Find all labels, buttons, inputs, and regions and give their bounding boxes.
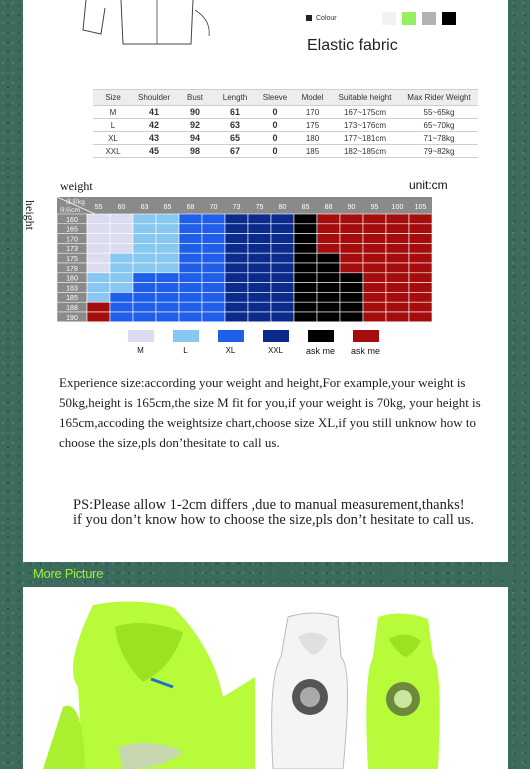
weight-tick-label: 95 (370, 204, 379, 211)
size-cell (202, 292, 225, 302)
table-cell: 0 (255, 119, 295, 132)
table-cell: 63 (215, 119, 255, 132)
table-cell: 170 (295, 106, 330, 119)
size-cell (409, 263, 432, 273)
size-cell (340, 283, 363, 293)
table-cell: 43 (133, 132, 175, 145)
size-cell (409, 243, 432, 253)
size-cell (363, 234, 386, 244)
size-cell (133, 273, 156, 283)
size-cell (179, 273, 202, 283)
table-cell: L (93, 119, 133, 132)
size-cell (133, 312, 156, 322)
table-cell: 65~70kg (400, 119, 478, 132)
product-detail-panel (23, 0, 508, 562)
size-cell (110, 302, 133, 312)
size-cell (202, 234, 225, 244)
size-cell (386, 234, 409, 244)
size-cell (156, 253, 179, 263)
size-cell (386, 214, 409, 224)
size-cell (156, 243, 179, 253)
table-cell: 94 (175, 132, 215, 145)
size-cell (271, 224, 294, 234)
size-cell (409, 214, 432, 224)
legend-swatch (263, 330, 289, 342)
table-cell: 65 (215, 132, 255, 145)
height-tick-label: 185 (66, 295, 78, 303)
size-cell (225, 224, 248, 234)
size-cell (340, 302, 363, 312)
size-cell (317, 234, 340, 244)
size-cell (179, 302, 202, 312)
table-cell: 71~78kg (400, 132, 478, 145)
colour-options-row (306, 11, 456, 25)
size-cell (225, 273, 248, 283)
size-cell (409, 224, 432, 234)
ps-line-1: PS:Please allow 1-2cm differs ,due to manual measurement,thanks! (73, 497, 465, 513)
size-cell (179, 312, 202, 322)
size-cell (294, 224, 317, 234)
size-cell (133, 283, 156, 293)
table-cell: 185 (295, 145, 330, 158)
size-cell (156, 263, 179, 273)
colour-swatch[interactable] (422, 12, 436, 25)
legend-item (118, 330, 163, 356)
height-tick-label: 180 (66, 275, 78, 283)
table-cell: 42 (133, 119, 175, 132)
weight-tick-label: 60 (117, 204, 126, 211)
size-cell (248, 312, 271, 322)
weight-tick-label: 100 (391, 204, 404, 211)
size-cell (179, 243, 202, 253)
legend-item (208, 330, 253, 356)
size-cell (294, 253, 317, 263)
elastic-fabric-label: Elastic fabric (307, 37, 398, 54)
size-cell (271, 292, 294, 302)
height-tick-label: 175 (66, 256, 78, 263)
colour-swatch[interactable] (382, 12, 396, 25)
size-cell (248, 302, 271, 312)
size-cell (110, 243, 133, 253)
table-cell: 55~65kg (400, 106, 478, 119)
size-cell (248, 263, 271, 273)
size-cell (271, 253, 294, 263)
size-cell (386, 312, 409, 322)
size-cell (87, 253, 110, 263)
size-cell (225, 283, 248, 293)
size-cell (386, 273, 409, 283)
table-cell: 180 (295, 132, 330, 145)
size-cell (294, 263, 317, 273)
size-cell (133, 234, 156, 244)
size-cell (363, 312, 386, 322)
size-cell (340, 312, 363, 322)
weight-tick-label: 90 (347, 204, 356, 211)
size-cell (87, 243, 110, 253)
size-cell (133, 214, 156, 224)
size-cell (317, 243, 340, 253)
weight-tick-label: 55 (94, 204, 103, 211)
size-cell (340, 253, 363, 263)
experience-size-text: Experience size:according your weight and height,For example,your weight is 50kg,height is 165cm,the size M fit for you,if your weight is 70kg, your height is 165cm,accoding the weightsize chart,choose size XL,if you still unknow how to choose the size,pls don’thesitate to call us. (59, 375, 481, 450)
size-cell (409, 292, 432, 302)
table-row (93, 106, 478, 119)
table-cell: 90 (175, 106, 215, 119)
size-cell (87, 263, 110, 273)
size-cell (271, 263, 294, 273)
weight-height-size-chart (57, 195, 437, 323)
legend-label: XXL (267, 346, 284, 355)
size-cell (271, 243, 294, 253)
size-cell (271, 273, 294, 283)
size-cell (294, 292, 317, 302)
size-cell (156, 292, 179, 302)
legend-swatch (308, 330, 334, 342)
size-cell (386, 263, 409, 273)
size-cell (271, 214, 294, 224)
height-tick-label: 165 (66, 226, 78, 234)
colour-label: Colour (316, 14, 337, 22)
size-cell (225, 243, 248, 253)
size-cell (294, 234, 317, 244)
size-cell (133, 224, 156, 234)
size-cell (294, 312, 317, 322)
height-axis-label: height (23, 200, 37, 230)
size-cell (202, 263, 225, 273)
size-cell (409, 253, 432, 263)
size-cell (87, 312, 110, 322)
size-cell (225, 302, 248, 312)
size-cell (179, 263, 202, 273)
size-cell (386, 283, 409, 293)
size-cell (271, 302, 294, 312)
table-cell: XXL (93, 145, 133, 158)
size-cell (248, 243, 271, 253)
table-cell: 98 (175, 145, 215, 158)
size-cell (179, 234, 202, 244)
table-cell: 0 (255, 106, 295, 119)
table-cell: 175 (295, 119, 330, 132)
table-cell: 41 (133, 106, 175, 119)
size-cell (340, 263, 363, 273)
size-cell (87, 234, 110, 244)
ps-note (73, 498, 503, 528)
size-chart-legend (118, 330, 388, 356)
size-cell (386, 224, 409, 234)
spec-header: Sleeve (255, 90, 295, 106)
size-cell (87, 302, 110, 312)
table-cell: 177~181cm (330, 132, 400, 145)
size-cell (156, 312, 179, 322)
size-cell (317, 292, 340, 302)
legend-item (163, 330, 208, 356)
colour-swatch[interactable] (362, 12, 376, 25)
table-cell: 92 (175, 119, 215, 132)
size-cell (409, 312, 432, 322)
size-cell (179, 224, 202, 234)
weight-tick-label: 85 (301, 204, 310, 211)
table-cell: M (93, 106, 133, 119)
table-cell: 0 (255, 132, 295, 145)
size-cell (156, 302, 179, 312)
colour-swatch[interactable] (402, 12, 416, 25)
size-cell (363, 224, 386, 234)
weight-tick-label: 73 (232, 204, 241, 211)
size-cell (317, 253, 340, 263)
size-cell (87, 224, 110, 234)
more-picture-panel (23, 587, 508, 769)
size-cell (340, 243, 363, 253)
size-cell (202, 273, 225, 283)
weight-tick-label: 68 (186, 204, 195, 211)
size-cell (133, 302, 156, 312)
size-cell (386, 292, 409, 302)
size-cell (271, 312, 294, 322)
size-cell (110, 214, 133, 224)
size-cell (317, 302, 340, 312)
size-cell (133, 263, 156, 273)
size-cell (202, 214, 225, 224)
size-cell (156, 224, 179, 234)
size-cell (294, 302, 317, 312)
height-tick-label: 188 (66, 305, 78, 312)
colour-swatch[interactable] (442, 12, 456, 25)
weight-tick-label: 63 (140, 204, 149, 211)
weight-tick-label: 75 (255, 204, 264, 211)
size-cell (294, 273, 317, 283)
height-tick-label: 160 (66, 216, 78, 224)
table-cell: 45 (133, 145, 175, 158)
table-cell: XL (93, 132, 133, 145)
size-cell (340, 214, 363, 224)
size-cell (248, 224, 271, 234)
weight-tick-label: 70 (209, 204, 218, 211)
size-cell (202, 302, 225, 312)
size-cell (87, 273, 110, 283)
size-cell (317, 214, 340, 224)
legend-label: ask me (305, 346, 335, 356)
size-cell (156, 273, 179, 283)
size-cell (363, 273, 386, 283)
bullet-icon (306, 15, 312, 21)
size-cell (248, 292, 271, 302)
spec-header: Shoulder (133, 90, 175, 106)
size-cell (133, 253, 156, 263)
size-cell (409, 273, 432, 283)
size-cell (317, 273, 340, 283)
spec-header: Bust (175, 90, 215, 106)
height-tick-label: 170 (66, 236, 78, 244)
legend-label: XL (225, 346, 236, 355)
size-cell (225, 214, 248, 224)
legend-label: ask me (350, 346, 380, 356)
size-spec-table (93, 89, 478, 158)
weight-tick-label: 80 (278, 204, 287, 211)
weight-tick-label: 88 (324, 204, 333, 211)
size-cell (156, 283, 179, 293)
size-cell (363, 302, 386, 312)
height-tick-label: 183 (66, 285, 78, 293)
legend-label: M (137, 346, 144, 355)
size-cell (87, 283, 110, 293)
size-cell (363, 283, 386, 293)
size-cell (340, 234, 363, 244)
size-cell (386, 253, 409, 263)
height-tick-label: 178 (66, 265, 78, 273)
weight-tick-label: 65 (163, 204, 172, 211)
size-cell (110, 263, 133, 273)
size-cell (248, 234, 271, 244)
size-cell (110, 292, 133, 302)
size-cell (386, 302, 409, 312)
legend-swatch (353, 330, 379, 342)
table-cell: 61 (215, 106, 255, 119)
size-cell (202, 283, 225, 293)
size-cell (225, 253, 248, 263)
spec-header: Length (215, 90, 255, 106)
corner-weight-label: 体重kg (65, 199, 85, 206)
size-cell (225, 234, 248, 244)
size-cell (317, 263, 340, 273)
size-cell (294, 283, 317, 293)
size-cell (317, 283, 340, 293)
size-cell (202, 312, 225, 322)
table-cell: 0 (255, 145, 295, 158)
size-cell (179, 214, 202, 224)
size-cell (156, 234, 179, 244)
table-cell: 173~176cm (330, 119, 400, 132)
legend-swatch (128, 330, 154, 342)
table-cell: 182~185cm (330, 145, 400, 158)
size-cell (110, 283, 133, 293)
table-cell: 79~82kg (400, 145, 478, 158)
size-cell (363, 253, 386, 263)
legend-swatch (218, 330, 244, 342)
size-cell (179, 292, 202, 302)
size-cell (248, 253, 271, 263)
size-cell (317, 224, 340, 234)
size-cell (87, 214, 110, 224)
size-cell (409, 234, 432, 244)
size-cell (202, 224, 225, 234)
table-row (93, 119, 478, 132)
neon-hoodie-photo-small (366, 613, 439, 769)
spec-header: Size (93, 90, 133, 106)
unit-label: unit:cm (409, 178, 448, 192)
size-cell (386, 243, 409, 253)
size-cell (225, 263, 248, 273)
legend-item (253, 330, 298, 356)
size-cell (271, 283, 294, 293)
legend-item (343, 330, 388, 356)
size-cell (110, 234, 133, 244)
table-row (93, 145, 478, 158)
corner-height-label: 身高cm (59, 207, 81, 214)
ps-line-2: if you don’t know how to choose the size,pls don’t hesitate to call us. (73, 512, 474, 528)
neon-hoodie-photo-large (43, 601, 255, 769)
size-cell (363, 292, 386, 302)
size-cell (202, 253, 225, 263)
spec-header: Suitable height (330, 90, 400, 106)
size-cell (363, 243, 386, 253)
size-cell (409, 283, 432, 293)
size-cell (317, 312, 340, 322)
size-cell (340, 224, 363, 234)
weight-tick-label: 105 (414, 204, 427, 211)
size-cell (225, 292, 248, 302)
height-tick-label: 173 (66, 246, 78, 254)
legend-swatch (173, 330, 199, 342)
size-cell (294, 214, 317, 224)
size-cell (179, 253, 202, 263)
size-cell (294, 243, 317, 253)
size-cell (225, 312, 248, 322)
height-tick-label: 190 (66, 314, 78, 322)
size-cell (87, 292, 110, 302)
size-cell (110, 253, 133, 263)
size-cell (110, 273, 133, 283)
spec-header: Model (295, 90, 330, 106)
size-cell (340, 273, 363, 283)
size-cell (409, 302, 432, 312)
size-cell (248, 214, 271, 224)
product-photos (23, 587, 508, 769)
size-cell (179, 283, 202, 293)
size-cell (156, 214, 179, 224)
size-cell (110, 224, 133, 234)
weight-axis-label: weight (60, 179, 93, 193)
table-cell: 167~175cm (330, 106, 400, 119)
size-cell (271, 234, 294, 244)
size-cell (340, 292, 363, 302)
more-picture-heading: More Picture (33, 566, 104, 581)
size-cell (133, 243, 156, 253)
white-hoodie-photo (272, 613, 348, 769)
size-cell (248, 273, 271, 283)
spec-header: Max Rider Weight (400, 90, 478, 106)
size-cell (202, 243, 225, 253)
size-cell (248, 283, 271, 293)
shirt-sketch-illustration (81, 0, 231, 48)
size-cell (363, 263, 386, 273)
size-cell (110, 312, 133, 322)
size-cell (363, 214, 386, 224)
size-cell (133, 292, 156, 302)
table-row (93, 132, 478, 145)
table-cell: 67 (215, 145, 255, 158)
legend-item (298, 330, 343, 356)
legend-label: L (183, 346, 188, 355)
